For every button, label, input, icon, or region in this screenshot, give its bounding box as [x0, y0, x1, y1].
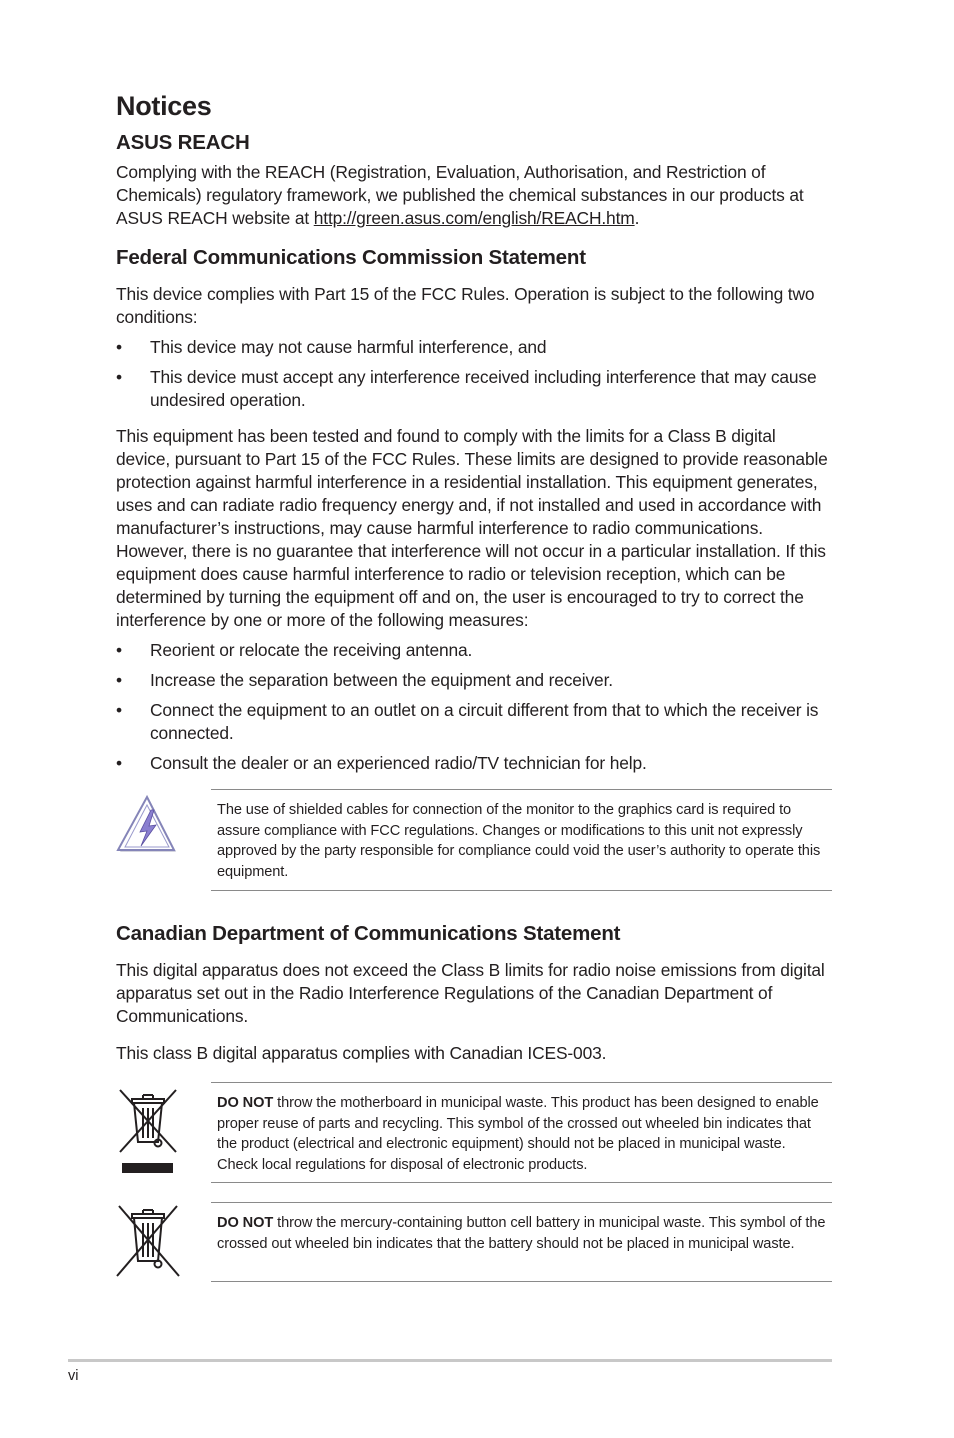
crossed-out-wheeled-bin-icon: [116, 1086, 180, 1181]
canada-paragraph-1: This digital apparatus does not exceed the Class B limits for radio noise emissions from digital apparatus set out in the Radio Interference Regulations of the Canadian Department of Communications.: [116, 960, 825, 1026]
battery-disposal-note: [211, 1202, 832, 1282]
footer-divider: [68, 1359, 832, 1362]
canada-heading: Canadian Department of Communications Statement: [116, 922, 621, 945]
fcc-conditions-list: [116, 336, 832, 412]
do-not-label: DO NOT: [217, 1095, 274, 1111]
page-number: vi: [68, 1368, 79, 1384]
list-item: • Connect the equipment to an outlet on a circuit different from that to which the receiver is connected.: [116, 700, 819, 743]
motherboard-disposal-text: throw the motherboard in municipal waste. This product has been designed to enable proper reuse of parts and recycling. This symbol of the crossed out wheeled bin indicates that the product (electrical and electronic equipment) should not be placed in municipal waste. Check local regulations for disposal of electronic products.: [217, 1095, 819, 1173]
list-item: • This device must accept any interference received including interference that may cause undesired operation.: [116, 367, 817, 410]
list-item: • Consult the dealer or an experienced radio/TV technician for help.: [116, 753, 647, 773]
fcc-body: This equipment has been tested and found to comply with the limits for a Class B digital device, pursuant to Part 15 of the FCC Rules. These limits are designed to provide reasonable protection against harmful interference in a residential installation. This equipment generates, uses and can radiate radio frequency energy and, if not installed and used in accordance with manufacturer’s instructions, may cause harmful interference to radio communications. However, there is no guarantee that interference will not occur in a particular installation. If this equipment does cause harmful interference to radio or television reception, which can be determined by turning the equipment off and on, the user is encouraged to try to correct the interference by one or more of the following measures:: [116, 426, 828, 630]
fcc-intro: This device complies with Part 15 of the FCC Rules. Operation is subject to the following two conditions:: [116, 284, 815, 327]
warning-text: The use of shielded cables for connection of the monitor to the graphics card is required to assure compliance with FCC regulations. Changes or modifications to this unit not expressly approved by the party responsible for compliance could void the user’s authority to operate this equipment.: [217, 802, 821, 880]
page-title: Notices: [116, 91, 212, 121]
lightning-warning-icon: [116, 794, 178, 861]
reach-link[interactable]: http://green.asus.com/english/REACH.htm: [313, 208, 635, 228]
motherboard-disposal-note: [211, 1082, 832, 1183]
fcc-heading: Federal Communications Commission Statement: [116, 246, 586, 269]
reach-heading: ASUS REACH: [116, 131, 250, 154]
do-not-label: DO NOT: [217, 1215, 274, 1231]
fcc-warning-note: [211, 789, 832, 891]
fcc-measures-list: [116, 639, 832, 775]
crossed-out-wheeled-bin-icon: [116, 1205, 180, 1284]
list-item: • Reorient or relocate the receiving antenna.: [116, 640, 473, 660]
reach-paragraph: Complying with the REACH (Registration, Evaluation, Authorisation, and Restriction of Chemicals) regulatory framework, we published the chemical substances in our products at ASUS REACH website at http://green.asus.com/english/REACH.htm.: [116, 162, 804, 228]
list-item: • Increase the separation between the equipment and receiver.: [116, 670, 613, 690]
battery-disposal-text: throw the mercury-containing button cell battery in municipal waste. This symbol of the crossed out wheeled bin indicates that the battery should not be placed in municipal waste.: [217, 1215, 826, 1252]
canada-paragraph-2: This class B digital apparatus complies with Canadian ICES-003.: [116, 1043, 607, 1063]
notices-page: [116, 88, 832, 1282]
list-item: • This device may not cause harmful interference, and: [116, 337, 547, 357]
